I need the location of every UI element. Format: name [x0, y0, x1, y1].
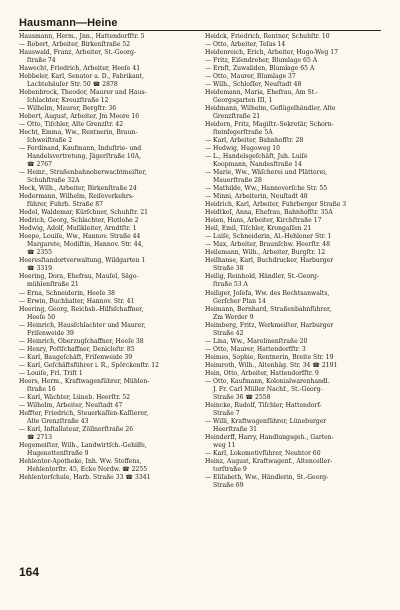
- directory-line: Hedwig, Adolf, Muſikleiter, Arndtſtr. 1: [19, 225, 137, 233]
- directory-line: Hebenbrock, Theodor, Maurer und Haus-: [19, 89, 147, 97]
- directory-line: ſchweiſtraße 2: [27, 137, 73, 145]
- directory-line: — Lina, Ww., Marelinenſtraße 20: [205, 337, 308, 345]
- page-header: Hausmann—Heine: [19, 17, 381, 31]
- directory-line: ☎ 2713: [27, 433, 53, 441]
- directory-line: Heidenreich, Erich, Arbeiter, Hugo-Weg 17: [205, 49, 338, 57]
- directory-line: Hehlentor-Apotheke, Inh. Ww. Steffens,: [19, 457, 142, 465]
- directory-line: Hebbeler, Karl, Senator a. D., Fabrikant,: [19, 73, 145, 81]
- directory-line: Heerſtraße 31: [213, 425, 258, 433]
- directory-line: Heffter, Friedrich, Steuerkaſſen-Kaſſierer,: [19, 409, 149, 417]
- directory-line: Georgsgarten III, 1: [213, 97, 273, 105]
- directory-line: Hugenottenſtraße 9: [27, 449, 89, 457]
- directory-line: Straße 69: [213, 481, 244, 489]
- directory-line: — Louiſe, Frl. Triſt 1: [19, 369, 83, 377]
- directory-line: Heimes, Sophie, Rentnerin, Breite Str. 19: [205, 353, 334, 361]
- directory-line: — Willi, Kraftwagenführer, Lüneburger: [205, 417, 327, 425]
- directory-line: Heeſe 50: [27, 313, 56, 321]
- directory-line: Heiliger, Joſefa, Ww. des Rechtsanwalts,: [205, 289, 330, 297]
- directory-line: — Otto, Kaufmann, Kolonialwarenhandl.: [205, 377, 330, 385]
- directory-line: — Mathilde, Ww., Hannoverſche Str. 55: [205, 185, 328, 193]
- directory-line: — Karl, Arbeiter, Bahnhofſtr. 28: [205, 137, 304, 145]
- directory-line: Heidorn, Fritz, Magiſtr.-Sekretär, Schorn-: [205, 121, 334, 129]
- directory-line: Hauswald, Franz, Arbeiter, St.-Georg-: [19, 49, 136, 57]
- left-column: [19, 33, 195, 482]
- directory-line: Koopmann, Nandesſtraße 14: [213, 161, 302, 169]
- directory-line: — Heinrich, Hausſchlachter und Maurer,: [19, 321, 146, 329]
- directory-line: — Wilhelm, Maurer, Bergſtr. 36: [19, 105, 117, 113]
- directory-line: Heimberg, Fritz, Werkmeiſter, Harburger: [205, 321, 334, 329]
- directory-line: mühlenſtraße 21: [27, 281, 79, 289]
- directory-line: Hausmann, Herm., Jnn., Hattendorfſtr. 5: [19, 33, 145, 40]
- directory-line: Mauerſtraße 28: [213, 177, 262, 185]
- directory-line: — Otto, Tiſchler, Alte Grenzſtr. 42: [19, 121, 124, 129]
- page-number: 164: [19, 565, 40, 579]
- directory-line: weg 11: [213, 441, 236, 449]
- directory-line: — Karl, Wächter, Lüneb. Heerſtr. 52: [19, 393, 131, 401]
- directory-line: — L., Handelsgeſchäft, Juh. Luiſe: [205, 153, 308, 161]
- directory-line: Schuhſtraße 32A: [27, 177, 80, 185]
- directory-line: Straße 38: [213, 265, 244, 273]
- directory-line: Straße 36 ☎ 2558: [213, 393, 271, 401]
- directory-line: — Erwin, Buchhalter, Hannov. Str. 41: [19, 297, 135, 305]
- directory-line: — Eliſabeth, Ww., Händlerin, St.-Georg-: [205, 473, 329, 481]
- directory-line: — Ernſt, Zuwaliden, Blumlage 65 A: [205, 65, 315, 73]
- directory-line: — Karl, Lokomotivführer, Neuhtor 60: [205, 449, 321, 457]
- directory-line: führer, Fuhrb. Straße 87: [27, 201, 104, 209]
- directory-line: Gerſcher Plan 14: [213, 297, 266, 305]
- directory-line: Lachtehäuſer Str. 50 ☎ 2878: [27, 81, 118, 89]
- directory-line: Alte Grenzſtraße 43: [27, 417, 89, 425]
- directory-line: Heeresſtandortverwaltung, Wildgarten 1: [19, 257, 146, 265]
- directory-line: — Henry, Poſtſchaffner, Denicleſtr. 85: [19, 345, 135, 353]
- directory-line: Straße 42: [213, 329, 244, 337]
- directory-line: Handelsvertretung, Jägerſtraße 10A,: [27, 153, 141, 161]
- directory-line: Heers, Herm., Kraftwagenführer, Mühlen-: [19, 377, 150, 385]
- directory-line: — Karl, Inſtallateur, Zöllnerſtraße 26: [19, 425, 134, 433]
- directory-line: — Minni, Arbeiterin, Neuſtadt 48: [205, 193, 308, 201]
- directory-line: ſtraße 16: [27, 385, 56, 393]
- directory-line: — Fritz, Eiſendreher, Blumlage 65 A: [205, 57, 318, 65]
- directory-line: — Heinr., Straßenbahnoberwachtmeiſter,: [19, 169, 147, 177]
- directory-line: Heering, Georg, Reichsb.-Hilfsſchaffner,: [19, 305, 144, 313]
- directory-line: Hecht, Emma, Ww., Rentnerin, Braun-: [19, 129, 138, 137]
- directory-line: — Ferdinand, Kaufmann, Induſtrie- und: [19, 145, 142, 153]
- directory-line: ſteinfegerſtraße 5A: [213, 129, 273, 137]
- directory-line: Heidrich, Karl, Arbeiter, Fuhrberger Straße 3: [205, 201, 347, 209]
- right-column: [205, 33, 381, 490]
- directory-line: Hegemeiſter, Wilh., Landwirtſch.-Gehilfe,: [19, 441, 147, 449]
- directory-line: ☎ 3319: [27, 265, 53, 273]
- directory-line: Heien, Hans, Arbeiter, Kirchſtraße 17: [205, 217, 322, 225]
- directory-line: Heidemann, Maria, Ehefrau, Am St.-: [205, 89, 319, 97]
- directory-line: ☎ 2767: [27, 161, 53, 169]
- directory-line: — Marie, Ww., Wäſcherei und Plätterei,: [205, 169, 328, 177]
- directory-line: — Otto, Maurer, Hattendorfſtr. 3: [205, 345, 306, 353]
- directory-line: Heilig, Reinhold, Händler, St.-Georg-: [205, 273, 320, 281]
- directory-line: Hedel, Waldemar, Kürſchner, Schuhſtr. 21: [19, 209, 149, 217]
- directory-line: Hehlentorſchule, Harb. Straße 33 ☎ 3341: [19, 473, 151, 481]
- directory-line: J. Fr. Carl Müller Nachf., St.-Georg-: [213, 385, 323, 393]
- directory-line: Heinderff, Harry, Handlungsgeh., Garten-: [205, 433, 334, 441]
- directory-line: Heidck, Friedrich, Rentner, Schuhſtr. 10: [205, 33, 330, 40]
- directory-line: Heilhanse, Karl, Buchdrucker, Harburger: [205, 257, 334, 265]
- directory-line: — Wilh., Schloſſer, Neuſtadt 48: [205, 81, 302, 89]
- directory-line: torſtraße 9: [213, 465, 247, 473]
- directory-line: ſtraße 53 A: [213, 281, 248, 289]
- directory-line: — Erna, Schneiderin, Heeſe 38: [19, 289, 116, 297]
- directory-line: Heidtkeſ, Anna, Ehefrau, Bahnhofſtr. 35A: [205, 209, 333, 217]
- directory-line: Hedermann, Wilhelm, Reiſeverkehrs-: [19, 193, 134, 201]
- directory-line: — Otto, Maurer, Blumlage 37: [205, 73, 296, 81]
- directory-line: Heimroth, Wilh., Altenhäg. Str. 34 ☎ 2191: [205, 361, 338, 369]
- directory-line: — Karl, Baugeſchäft, Friſenweide 39: [19, 353, 133, 361]
- directory-line: Heil, Emil, Tiſchler, Krongaſſen 21: [205, 225, 312, 233]
- directory-line: Grenzſtraße 21: [213, 113, 261, 121]
- directory-line: — Wilhelm, Arbeiter, Neuſtadt 47: [19, 401, 123, 409]
- directory-line: Heincke, Rudolf, Tiſchler, Hattendorf-: [205, 401, 322, 409]
- directory-line: — Heinrich, Oberzugſchaffner, Heeſe 38: [19, 337, 144, 345]
- directory-line: ☎ 2355: [27, 249, 53, 257]
- directory-line: Heilemann, Wilh., Arbeiter, Burgſtr. 12: [205, 249, 326, 257]
- directory-line: — Luiſe, Schneiderin, Al.-Hehlener Str. 1: [205, 233, 332, 241]
- directory-line: Heck, Wilh., Arbeiter, Birkenſtraße 24: [19, 185, 137, 193]
- directory-line: Hawecht, Friedrich, Arbeiter, Heeſe 41: [19, 65, 141, 73]
- directory-line: — Max, Arbeiter, Braunſchw. Heerſtr. 48: [205, 241, 331, 249]
- directory-line: Friſenweide 39: [27, 329, 74, 337]
- directory-line: Hebert, August, Arbeiter, Jm Moore 16: [19, 113, 140, 121]
- directory-line: Heinz, August, Kraftwagenf., Altenceller-: [205, 457, 333, 465]
- directory-line: — Hedwig, Hugoweg 10: [205, 145, 281, 153]
- directory-line: Straße 7: [213, 409, 240, 417]
- directory-line: Hein, Otto, Arbeiter, Hattendorfſtr. 9: [205, 369, 319, 377]
- directory-line: Heepe, Louiſe, Ww., Hannov. Straße 44: [19, 233, 141, 241]
- directory-line: Heidmann, Wilhelm, Geflügelhändler, Alte: [205, 105, 336, 113]
- directory-line: ſtraße 74: [27, 57, 56, 65]
- directory-line: ſchlachter, Kreuzſtraße 12: [27, 97, 109, 105]
- directory-line: Heering, Dora, Ehefrau, Mauſel, Säge-: [19, 273, 139, 281]
- directory-line: Margarete, Modiſtin, Hannov. Str. 44,: [27, 241, 144, 249]
- directory-line: — Otto, Arbeiter, Teſas 14: [205, 41, 286, 49]
- directory-line: — Karl, Geſchäftsführer i. R., Spörckenſtr. 12: [19, 361, 160, 369]
- directory-line: — Robert, Arbeiter, Birkenſtraße 52: [19, 41, 131, 49]
- directory-line: Hedrich, Georg, Schlachter, Flotlohe 2: [19, 217, 139, 225]
- directory-line: Zm Werder 9: [213, 313, 254, 321]
- directory-line: Heimann, Bernhard, Straßenbahnführer,: [205, 305, 332, 313]
- directory-line: Hehlentorſtr. 45, Ecke Nordw. ☎ 2255: [27, 465, 148, 473]
